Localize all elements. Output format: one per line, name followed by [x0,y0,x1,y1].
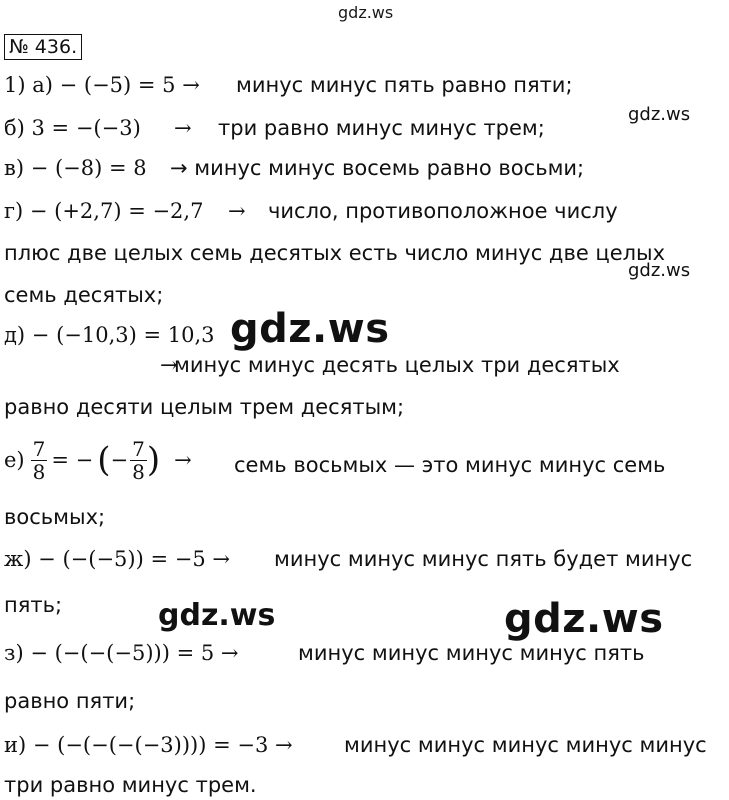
fraction-numerator: 7 [132,436,145,461]
fraction-denominator: 8 [132,459,145,484]
watermark: gdz.ws [628,104,691,125]
line-14-expression: з) − (−(−(−5))) = 5 → [4,641,239,665]
line-3-expression: в) − (−8) = 8 [4,156,147,180]
watermark-top: gdz.ws [338,3,394,22]
line-4-expression: г) − (+2,7) = −2,7 [4,199,204,223]
line-11-text: восьмых; [4,505,106,529]
left-paren: ( [97,440,111,480]
fraction [31,438,48,483]
line-5-text: плюс две целых семь десятых есть число минус две целых [4,241,666,265]
line-10-text: семь восьмых — это минус минус семь [234,453,666,477]
line-17-text: три равно минус трем. [4,773,257,797]
fraction [130,438,147,483]
line-15-text: равно пяти; [4,689,136,713]
line-12-text: минус минус минус пять будет минус [274,547,693,571]
line-14-text: минус минус минус минус пять [298,641,645,665]
line-13-text: пять; [4,593,63,617]
line-10-expression [4,430,192,490]
line-6-text: семь десятых; [4,283,164,307]
line-8-arrow: → [160,353,178,377]
equals-minus: = − [51,448,94,472]
task-number: № 436. [4,34,82,60]
watermark: gdz.ws [504,596,664,642]
line-16-expression: и) − (−(−(−(−3)))) = −3 → [4,733,293,757]
fraction-numerator: 7 [32,436,46,461]
watermark: gdz.ws [158,598,276,633]
line-8-text: минус минус десять целых три десятых [174,353,620,377]
line-4-text: число, противоположное числу [268,199,618,223]
line-1-expression: 1) а) − (−5) = 5 → [4,73,200,97]
line-1-text: минус минус пять равно пяти; [236,73,573,97]
watermark: gdz.ws [628,260,691,281]
line-16-text: минус минус минус минус минус [344,733,707,757]
watermark: gdz.ws [230,306,390,352]
line-3-text: → минус минус восемь равно восьми; [170,156,585,180]
line-2-arrow: → [174,116,192,140]
line-2-expression: б) 3 = −(−3) [4,116,141,140]
line-10-label: е) [4,448,25,472]
line-2-text: три равно минус минус трем; [218,116,545,140]
line-12-expression: ж) − (−(−5)) = −5 → [4,547,230,571]
line-9-text: равно десяти целым трем десятым; [4,395,405,419]
fraction-denominator: 8 [32,459,46,484]
line-10-arrow: → [174,448,192,472]
inner-minus: − [110,448,129,472]
line-7-expression: д) − (−10,3) = 10,3 [4,323,215,347]
right-paren: ) [146,440,161,480]
line-4-arrow: → [228,199,246,223]
